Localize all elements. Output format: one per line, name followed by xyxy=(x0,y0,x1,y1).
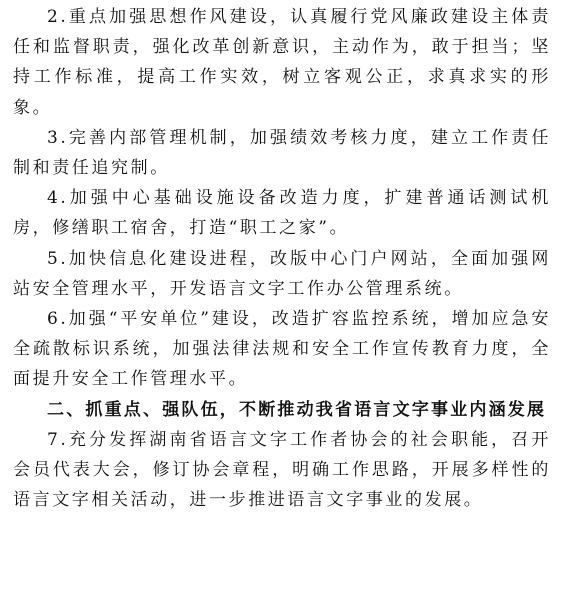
paragraph-item-4: 4.加强中心基础设施设备改造力度，扩建普通话测试机房，修缮职工宿舍，打造“职工之家”。 xyxy=(13,188,551,239)
document-body xyxy=(13,2,551,515)
paragraph-item-3: 3.完善内部管理机制，加强绩效考核力度，建立工作责任制和责任追究制。 xyxy=(13,127,551,179)
paragraph-item-5: 5.加快信息化建设进程，改版中心门户网站，全面加强网站安全管理水平，开发语言文字工作办公管理系统。 xyxy=(13,248,551,299)
section-heading: 二、抓重点、强队伍，不断推动我省语言文字事业内涵发展 xyxy=(47,399,547,420)
paragraph-item-7: 7.充分发挥湖南省语言文字工作者协会的社会职能，召开会员代表大会，修订协会章程，明确工作思路，开展多样性的语言文字相关活动，进一步推进语言文字事业的发展。 xyxy=(13,429,551,511)
paragraph-item-6: 6.加强“平安单位”建设，改造扩容监控系统，增加应急安全疏散标识系统，加强法律法规和安全工作宣传教育力度，全面提升安全工作管理水平。 xyxy=(13,309,551,390)
paragraph-item-2: 2.重点加强思想作风建设，认真履行党风廉政建设主体责任和监督职责，强化改革创新意识，主动作为，敢于担当；坚持工作标准，提高工作实效，树立客观公正，求真求实的形象。 xyxy=(13,7,551,118)
